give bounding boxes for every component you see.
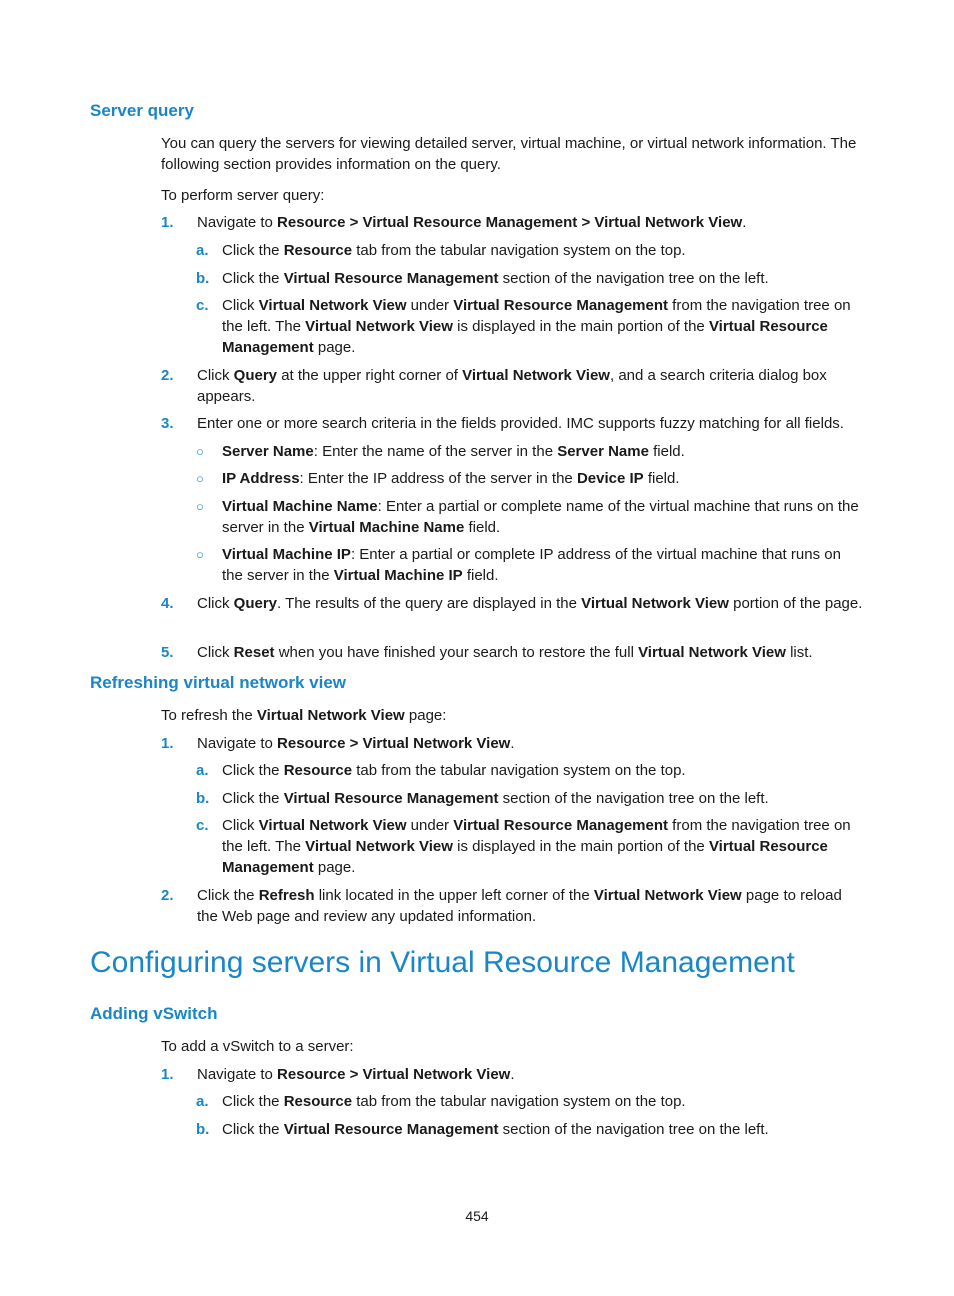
bullet-text: Server Name: Enter the name of the server in the Server Name field. [222,443,685,460]
substep-letter: b. [196,1121,210,1138]
step-number: 1. [161,1066,174,1083]
step-number: 1. [161,214,174,231]
bullet-text: Virtual Machine Name: Enter a partial or complete name of the virtual machine that runs on the server in the Virtual Machine Name field. [222,498,859,536]
bullet-icon: ○ [196,499,204,514]
substep-letter: b. [196,790,210,807]
step-text: Click the Refresh link located in the upper left corner of the Virtual Network View page to reload the Web page and review any updated information. [197,887,842,925]
substep-letter: b. [196,270,210,287]
substep-text: Click Virtual Network View under Virtual Resource Management from the navigation tree on the left. The Virtual Network View is displayed in the main portion of the Virtual Resource Management page. [222,817,851,876]
substep-text: Click Virtual Network View under Virtual Resource Management from the navigation tree on the left. The Virtual Network View is displayed in the main portion of the Virtual Resource Management page. [222,297,851,356]
step-number: 2. [161,367,174,384]
step-number: 1. [161,735,174,752]
substep-text: Click the Virtual Resource Management section of the navigation tree on the left. [222,1121,769,1138]
heading-configuring: Configuring servers in Virtual Resource Management [90,946,795,979]
paragraph-intro: You can query the servers for viewing detailed server, virtual machine, or virtual network information. The following section provides information on the query. [161,135,857,173]
substep-text: Click the Resource tab from the tabular navigation system on the top. [222,242,686,259]
bullet-icon: ○ [196,471,204,486]
page-number: 454 [465,1208,489,1224]
substep-letter: c. [196,297,209,314]
step-text: Click Reset when you have finished your search to restore the full Virtual Network View list. [197,644,813,661]
step-number: 5. [161,644,174,661]
paragraph-lead: To add a vSwitch to a server: [161,1038,354,1055]
substep-letter: a. [196,1093,209,1110]
step-text: Navigate to Resource > Virtual Network View. [197,735,515,752]
bullet-icon: ○ [196,444,204,459]
step-text: Click Query at the upper right corner of Virtual Network View, and a search criteria dialog box appears. [197,367,827,405]
substep-text: Click the Resource tab from the tabular navigation system on the top. [222,762,686,779]
bullet-text: Virtual Machine IP: Enter a partial or complete IP address of the virtual machine that runs on the server in the Virtual Machine IP field. [222,546,841,584]
substep-text: Click the Resource tab from the tabular navigation system on the top. [222,1093,686,1110]
heading-refreshing: Refreshing virtual network view [90,673,347,692]
substep-letter: c. [196,817,209,834]
step-text: Enter one or more search criteria in the fields provided. IMC supports fuzzy matching for all fields. [197,415,844,432]
step-number: 2. [161,887,174,904]
step-number: 3. [161,415,174,432]
step-number: 4. [161,595,174,612]
paragraph-lead: To refresh the Virtual Network View page: [161,707,447,724]
paragraph-lead: To perform server query: [161,187,325,204]
step-text: Navigate to Resource > Virtual Resource Management > Virtual Network View. [197,214,747,231]
substep-text: Click the Virtual Resource Management section of the navigation tree on the left. [222,790,769,807]
heading-adding-vswitch: Adding vSwitch [90,1004,218,1023]
heading-server-query: Server query [90,101,194,120]
bullet-text: IP Address: Enter the IP address of the server in the Device IP field. [222,470,680,487]
bullet-icon: ○ [196,547,204,562]
step-text: Navigate to Resource > Virtual Network View. [197,1066,515,1083]
substep-letter: a. [196,242,209,259]
substep-letter: a. [196,762,209,779]
step-text: Click Query. The results of the query are displayed in the Virtual Network View portion of the page. [197,595,863,612]
substep-text: Click the Virtual Resource Management section of the navigation tree on the left. [222,270,769,287]
